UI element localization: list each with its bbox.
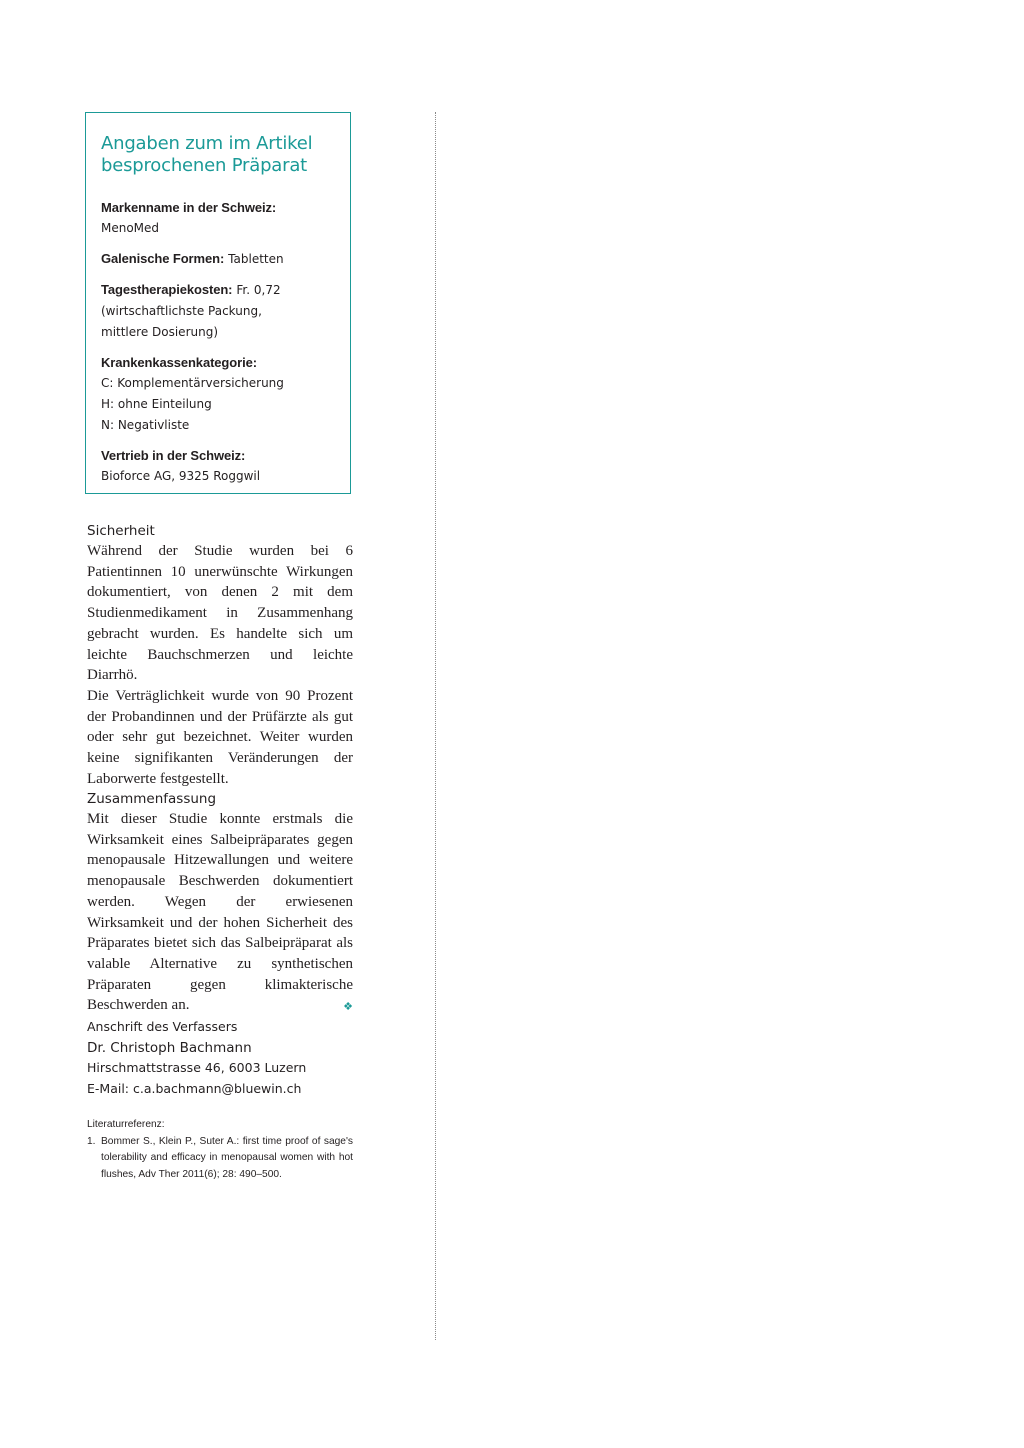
reference-text: Bommer S., Klein P., Suter A.: first time proof of sage's tolerability and efficacy in menopausal women with hot flushes, Adv Ther 2011(6); 28: 490–500. <box>101 1135 353 1180</box>
insurance-category-c: C: Komplementärversicherung <box>101 376 284 390</box>
brand-name-value: MenoMed <box>101 221 160 235</box>
reference-item <box>87 1134 353 1184</box>
therapy-cost-note-2: mittlere Dosierung) <box>101 325 219 339</box>
reference-number: 1. <box>87 1135 96 1147</box>
references-heading: Literaturreferenz: <box>87 1119 165 1130</box>
galenic-forms-label: Galenische Formen: <box>101 251 225 266</box>
galenic-forms-value: Tabletten <box>228 252 284 266</box>
safety-section <box>87 522 353 789</box>
summary-paragraph: Mit dieser Studie konnte erstmals die Wirksamkeit eines Salbeipräparates gegen menopausale Hitzewallungen und weitere menopausale Beschwerden dokumentiert werden. Wegen der erwiesenen Wirksamkeit und der hohen Sicherheit des Präparates bietet sich das Salbeipräparat als valable Alternative zu synthetischen Präparaten gegen klimakterische Beschwerden an. ❖ <box>87 809 353 1016</box>
therapy-cost-label: Tagestherapiekosten: <box>101 282 233 297</box>
brand-name-item <box>101 197 336 239</box>
galenic-forms-item <box>101 248 336 270</box>
references <box>87 1117 353 1183</box>
therapy-cost-item <box>101 279 336 343</box>
author-street: Hirschmattstrasse 46, 6003 Luzern <box>87 1060 307 1075</box>
therapy-cost-note-1: (wirtschaftlichste Packung, <box>101 304 262 318</box>
column-divider <box>435 112 436 1340</box>
end-of-article-icon: ❖ <box>343 1001 353 1014</box>
therapy-cost-value: Fr. 0,72 <box>236 283 281 297</box>
distribution-item <box>101 445 336 487</box>
safety-heading: Sicherheit <box>87 523 155 539</box>
summary-heading: Zusammenfassung <box>87 791 217 807</box>
safety-paragraph-1: Während der Studie wurden bei 6 Patientinnen 10 unerwünschte Wirkungen dokumentiert, von denen 2 mit dem Studienmedikament in Zusammenhang gebracht wurden. Es handelte sich um leichte Bauchschmerzen und leichte Diarrhö. <box>87 543 353 684</box>
safety-paragraph-2: Die Verträglichkeit wurde von 90 Prozent der Probandinnen und der Prüfärzte als gut oder sehr gut bezeichnet. Weiter wurden keine signifikanten Veränderungen der Laborwerte festgestellt. <box>87 687 353 787</box>
address-heading: Anschrift des Verfassers <box>87 1019 238 1034</box>
author-address <box>87 1017 353 1099</box>
distribution-label: Vertrieb in der Schweiz: <box>101 448 246 463</box>
distribution-value: Bioforce AG, 9325 Roggwil <box>101 469 261 483</box>
summary-section <box>87 790 353 1018</box>
insurance-category-n: N: Negativliste <box>101 418 190 432</box>
brand-name-label: Markenname in der Schweiz: <box>101 200 277 215</box>
author-email: E-Mail: c.a.bachmann@bluewin.ch <box>87 1080 302 1096</box>
author-name: Dr. Christoph Bachmann <box>87 1039 252 1056</box>
insurance-category-h: H: ohne Einteilung <box>101 397 212 411</box>
product-info-box <box>85 112 351 494</box>
product-info-title: Angaben zum im Artikel besprochenen Präparat <box>101 133 313 176</box>
insurance-category-item <box>101 352 336 436</box>
insurance-category-label: Krankenkassenkategorie: <box>101 355 257 370</box>
